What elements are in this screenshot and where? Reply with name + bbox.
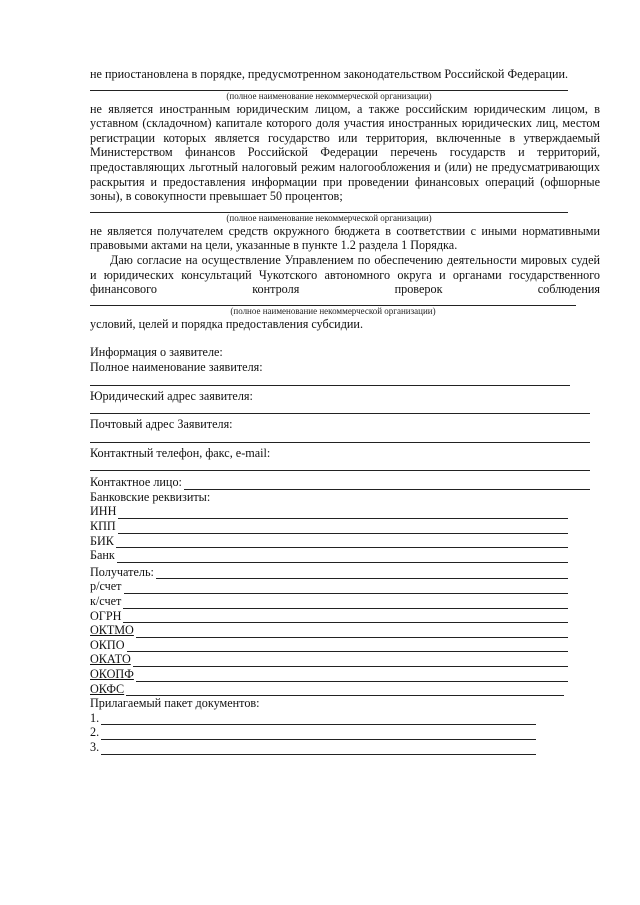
bank-row-bik	[90, 534, 568, 549]
contact-person-field[interactable]	[184, 478, 590, 490]
legal-address-field[interactable]	[90, 413, 590, 414]
contact-person-label: Контактное лицо:	[90, 475, 182, 490]
bank-row-bank	[90, 548, 568, 563]
document-page	[90, 67, 600, 755]
okato-field[interactable]	[133, 655, 568, 667]
bank-row-inn	[90, 504, 568, 519]
account-row-ks	[90, 594, 568, 609]
paragraph-not-recipient: не является получателем средств окружного бюджета в соответствии с иными нормативными правовыми актами на цели, указанные в пункте 1.2 раздела 1 Порядка.	[90, 223, 600, 253]
applicant-info-title: Информация о заявителе:	[90, 345, 223, 360]
account-row-okfs	[90, 682, 564, 697]
ogrn-label: ОГРН	[90, 608, 122, 623]
document-number: 2.	[90, 725, 100, 740]
postal-address-field[interactable]	[90, 442, 590, 443]
postal-address-label: Почтовый адрес Заявителя:	[90, 417, 233, 432]
ks-label: к/счет	[90, 594, 122, 609]
account-row-okato	[90, 652, 568, 667]
kpp-field[interactable]	[118, 522, 568, 534]
kpp-label: КПП	[90, 519, 116, 534]
okfs-field[interactable]	[126, 684, 564, 696]
org-name-caption-1: (полное наименование некоммерческой организации)	[226, 90, 432, 101]
ogrn-field[interactable]	[123, 611, 568, 623]
bank-details-label: Банковские реквизиты:	[90, 489, 211, 504]
document-field-1[interactable]	[101, 713, 536, 725]
paragraph-conditions: условий, целей и порядка предоставления субсидии.	[90, 316, 363, 331]
document-number: 3.	[90, 739, 100, 754]
document-number: 1.	[90, 710, 100, 725]
ks-field[interactable]	[123, 597, 568, 609]
account-row-okpo	[90, 638, 568, 653]
documents-label: Прилагаемый пакет документов:	[90, 696, 260, 711]
account-row-ogrn	[90, 609, 568, 624]
document-item	[90, 725, 536, 740]
rs-label: р/счет	[90, 579, 122, 594]
rs-field[interactable]	[124, 582, 568, 594]
okato-label: ОКАТО	[90, 652, 131, 667]
contacts-field[interactable]	[90, 470, 590, 471]
org-name-caption-2: (полное наименование некоммерческой организации)	[226, 212, 432, 223]
document-item	[90, 740, 536, 755]
legal-address-label: Юридический адрес заявителя:	[90, 388, 253, 403]
paragraph-consent: Даю согласие на осуществление Управлением по обеспечению деятельности мировых судей и юридических консультаций Чукотского автономного округа и органами государственного финансового контроля проверок соблюдения	[90, 252, 600, 297]
okopf-field[interactable]	[136, 670, 568, 682]
bank-field[interactable]	[117, 551, 568, 563]
okfs-label: ОКФС	[90, 681, 125, 696]
bank-row-kpp	[90, 519, 568, 534]
okopf-label: ОКОПФ	[90, 667, 134, 681]
bik-label: БИК	[90, 533, 114, 548]
oktmo-field[interactable]	[136, 626, 568, 638]
recipient-field[interactable]	[156, 567, 568, 579]
recipient-row	[90, 565, 568, 580]
inn-field[interactable]	[118, 507, 568, 519]
full-name-field[interactable]	[90, 385, 570, 386]
paragraph-not-foreign: не является иностранным юридическим лицом, а также российским юридическим лицом, в уставном (складочном) капитале которого доля участия иностранных юридических лиц, местом регистрации которых является государство или территория, включенные в утверждаемый Министерством финансов Российской Федерации перечень государств и территорий, предоставляющих льготный налоговый режим налогообложения и (или) не предусматривающих раскрытия и предоставления информации при проведении финансовых операций (офшорные зоны), в совокупности превышает 50 процентов;	[90, 101, 600, 204]
document-field-2[interactable]	[101, 728, 536, 740]
document-field-3[interactable]	[101, 743, 536, 755]
bik-field[interactable]	[116, 536, 568, 548]
full-name-label: Полное наименование заявителя:	[90, 359, 263, 374]
oktmo-label: ОКТМО	[90, 623, 134, 638]
bank-label: Банк	[90, 548, 115, 563]
okpo-label: ОКПО	[90, 637, 125, 652]
account-row-oktmo	[90, 623, 568, 638]
recipient-label: Получатель:	[90, 564, 154, 579]
contacts-label: Контактный телефон, факс, e-mail:	[90, 445, 271, 460]
account-row-rs	[90, 579, 568, 594]
org-name-caption-3: (полное наименование некоммерческой организации)	[230, 305, 436, 316]
contact-person-row	[90, 475, 590, 490]
okpo-field[interactable]	[127, 640, 568, 652]
account-row-okopf	[90, 667, 568, 682]
paragraph-not-suspended: не приостановлена в порядке, предусмотренном законодательством Российской Федерации.	[90, 67, 569, 81]
inn-label: ИНН	[90, 504, 117, 519]
document-item	[90, 711, 536, 726]
